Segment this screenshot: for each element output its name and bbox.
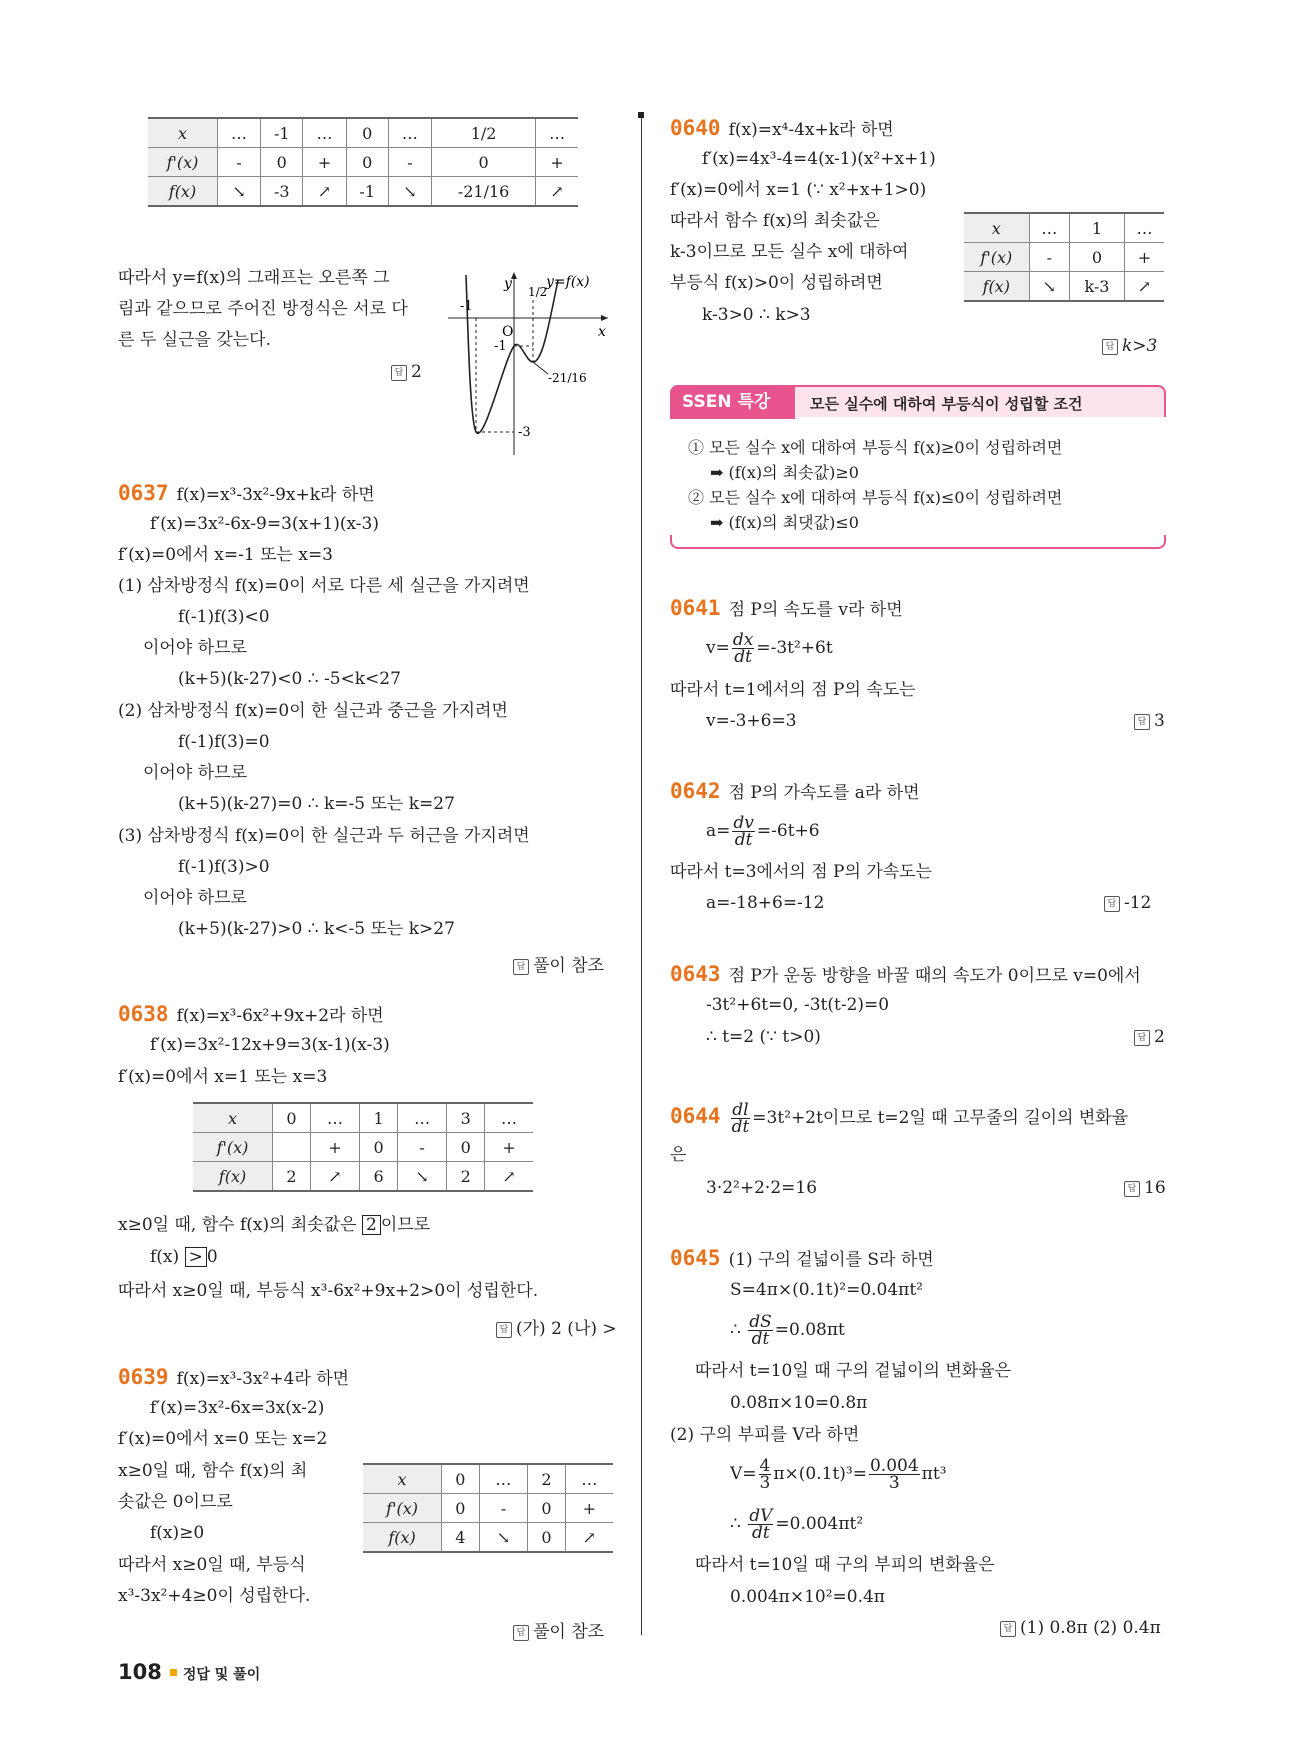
table-cell: 0 bbox=[442, 1494, 479, 1523]
p0643-line-2: -3t²+6t=0, -3t(t-2)=0 bbox=[706, 995, 890, 1015]
p0640-line-3: f′(x)=0에서 x=1 (∵ x²+x+1>0) bbox=[670, 180, 927, 200]
table-row bbox=[964, 243, 1164, 272]
p0637-line-7: (k+5)(k-27)<0 ∴ -5<k<27 bbox=[178, 669, 401, 689]
table-cell: ↘ bbox=[388, 177, 431, 207]
answer-0639 bbox=[513, 1617, 604, 1642]
answer-icon: 답 bbox=[496, 1322, 512, 1338]
p0644-line-2: 은 bbox=[670, 1145, 687, 1165]
table-cell: 0 bbox=[442, 1464, 479, 1494]
ssen-line-4: ➡ (f(x)의 최댓값)≤0 bbox=[710, 513, 859, 532]
p0637-line-9: f(-1)f(3)=0 bbox=[178, 732, 270, 752]
p0639-line-6: f(x)≥0 bbox=[150, 1523, 205, 1543]
fraction-dv-dt bbox=[732, 815, 755, 848]
p0639-line-1 bbox=[118, 1366, 349, 1390]
p0642-line-1 bbox=[670, 780, 920, 804]
frac-den: 3 bbox=[759, 1473, 771, 1493]
table-cell: … bbox=[565, 1464, 613, 1494]
frac-den: dt bbox=[731, 1117, 750, 1137]
p0638-after1b: 이므로 bbox=[380, 1215, 431, 1235]
footer-square-icon bbox=[170, 1669, 177, 1676]
blank-box-ga: 2 bbox=[362, 1215, 381, 1235]
p0639-line-5: 솟값은 0이므로 bbox=[118, 1492, 233, 1512]
p0645-l3b: =0.08πt bbox=[774, 1320, 845, 1340]
answer-icon: 답 bbox=[513, 959, 529, 975]
fraction-dx-dt bbox=[732, 632, 754, 665]
table-cell: -21/16 bbox=[431, 177, 535, 207]
table-cell: … bbox=[479, 1464, 528, 1494]
p0639-line-3: f′(x)=0에서 x=0 또는 x=2 bbox=[118, 1429, 328, 1449]
table-cell: -1 bbox=[261, 118, 303, 148]
ssen-line-1: ① 모든 실수 x에 대하여 부등식 f(x)≥0이 성립하려면 bbox=[688, 438, 1063, 457]
blank-box-na: > bbox=[185, 1247, 207, 1267]
table-row bbox=[964, 272, 1164, 302]
answer-0643-value: 2 bbox=[1154, 1027, 1165, 1047]
p0642-l2a: a= bbox=[706, 821, 731, 841]
answer-0636-value: 2 bbox=[411, 362, 422, 382]
answer-0643 bbox=[1134, 1027, 1165, 1047]
table-cell: ↗ bbox=[303, 177, 346, 207]
p0638-line-4 bbox=[118, 1214, 430, 1236]
p0640-line-2: f′(x)=4x³-4=4(x-1)(x²+x+1) bbox=[702, 149, 936, 169]
answer-0638 bbox=[496, 1314, 617, 1339]
p0639-line-7: 따라서 x≥0일 때, 부등식 bbox=[118, 1555, 306, 1575]
p0638-line-6: 따라서 x≥0일 때, 부등식 x³-6x²+9x+2>0이 성립한다. bbox=[118, 1281, 539, 1301]
graph-val-neg3: -3 bbox=[518, 425, 531, 440]
table-cell: … bbox=[217, 118, 260, 148]
p0637-line-11: (k+5)(k-27)=0 ∴ k=-5 또는 k=27 bbox=[178, 794, 455, 814]
graph-val-neg1: -1 bbox=[494, 339, 507, 354]
p0636-text1: 따라서 y=f(x)의 그래프는 오른쪽 그 bbox=[118, 268, 390, 288]
frac-num: dV bbox=[749, 1506, 773, 1526]
p0638-line-5 bbox=[150, 1246, 218, 1268]
p0640-line-5: k-3이므로 모든 실수 x에 대하여 bbox=[670, 242, 909, 262]
problem-number-0644: 0644 bbox=[670, 1104, 721, 1128]
answer-0645 bbox=[1000, 1618, 1161, 1638]
ssen-special-box bbox=[670, 385, 1164, 550]
table-cell: … bbox=[1124, 213, 1164, 243]
table-cell: - bbox=[1029, 243, 1069, 272]
p0638-line-3: f′(x)=0에서 x=1 또는 x=3 bbox=[118, 1067, 328, 1087]
p0637-line-10: 이어야 하므로 bbox=[143, 763, 247, 783]
problem-number-0645: 0645 bbox=[670, 1246, 721, 1270]
p0645-line-2: S=4π×(0.1t)²=0.04πt² bbox=[730, 1280, 923, 1300]
table-cell: 0 bbox=[447, 1133, 485, 1162]
table-cell: 0 bbox=[346, 148, 388, 177]
p0645-line-10: 0.004π×10²=0.4π bbox=[730, 1587, 885, 1607]
answer-icon: 답 bbox=[1134, 1030, 1150, 1046]
table-cell: - bbox=[397, 1133, 446, 1162]
fraction-dS-dt bbox=[748, 1314, 773, 1347]
p0642-line-4: a=-18+6=-12 bbox=[706, 893, 825, 913]
p0644-line-1 bbox=[670, 1098, 1128, 1136]
p0642-text-1: 점 P의 가속도를 a라 하면 bbox=[728, 783, 920, 803]
p0641-line-3: 따라서 t=1에서의 점 P의 속도는 bbox=[670, 680, 916, 700]
table-cell: ↗ bbox=[485, 1162, 533, 1192]
p0637-line-15: (k+5)(k-27)>0 ∴ k<-5 또는 k>27 bbox=[178, 919, 455, 939]
table-cell: ↘ bbox=[1029, 272, 1069, 302]
p0640-text-1: f(x)=x⁴-4x+k라 하면 bbox=[728, 120, 894, 140]
p0637-line-13: f(-1)f(3)>0 bbox=[178, 857, 270, 877]
sign-table-0636 bbox=[148, 117, 578, 207]
table-cell: ↗ bbox=[310, 1162, 359, 1192]
frac-den: dt bbox=[751, 1523, 770, 1543]
graph-val-2116: -21/16 bbox=[548, 371, 587, 385]
graph-tick-neg1: -1 bbox=[460, 299, 473, 314]
answer-0644 bbox=[1124, 1178, 1166, 1198]
p0640-line-6: 부등식 f(x)>0이 성립하려면 bbox=[670, 273, 883, 293]
table-cell: - bbox=[217, 148, 260, 177]
table-cell: ↗ bbox=[565, 1523, 613, 1553]
p0641-line-2 bbox=[706, 630, 833, 666]
p0642-l2b: =-6t+6 bbox=[756, 821, 820, 841]
p0644-l1b: =3t²+2t이므로 t=2일 때 고무줄의 길이의 변화율 bbox=[752, 1108, 1129, 1128]
p0641-l2b: =-3t²+6t bbox=[756, 638, 833, 658]
p0638-line-2: f′(x)=3x²-12x+9=3(x-1)(x-3) bbox=[150, 1035, 390, 1055]
table-cell: 2 bbox=[273, 1162, 311, 1192]
answer-0641-value: 3 bbox=[1154, 711, 1165, 731]
table-cell: + bbox=[310, 1133, 359, 1162]
fraction-0004-3 bbox=[869, 1458, 920, 1491]
p0637-line-3: f′(x)=0에서 x=-1 또는 x=3 bbox=[118, 545, 334, 565]
table-cell: + bbox=[303, 148, 346, 177]
table-row-header: f'(x) bbox=[964, 243, 1029, 272]
answer-0638-value: (가) 2 (나) > bbox=[516, 1319, 617, 1339]
answer-icon: 답 bbox=[513, 1625, 529, 1641]
table-cell: - bbox=[388, 148, 431, 177]
table-row-header: x bbox=[363, 1464, 442, 1494]
table-cell: ↘ bbox=[397, 1162, 446, 1192]
table-cell: -3 bbox=[261, 177, 303, 207]
p0640-line-7: k-3>0 ∴ k>3 bbox=[702, 305, 811, 325]
p0645-l8b: =0.004πt² bbox=[775, 1514, 864, 1534]
answer-0637-value: 풀이 참조 bbox=[533, 956, 605, 976]
p0645-line-7 bbox=[730, 1455, 946, 1493]
table-cell: ↘ bbox=[479, 1523, 528, 1553]
table-cell: 0 bbox=[346, 118, 388, 148]
graph-origin: O bbox=[502, 324, 514, 340]
table-row bbox=[193, 1133, 533, 1162]
ssen-line-2: ➡ (f(x)의 최솟값)≥0 bbox=[710, 463, 859, 482]
answer-0637 bbox=[513, 951, 604, 976]
fraction-4-3 bbox=[759, 1458, 772, 1491]
p0645-line-3 bbox=[730, 1312, 845, 1348]
p0645-l7a: V= bbox=[730, 1464, 757, 1484]
p0639-line-8: x³-3x²+4≥0이 성립한다. bbox=[118, 1586, 311, 1606]
p0643-line-3: ∴ t=2 (∵ t>0) bbox=[706, 1027, 821, 1047]
table-cell: ↗ bbox=[1124, 272, 1164, 302]
table-row bbox=[964, 213, 1164, 243]
answer-0642 bbox=[1104, 893, 1151, 913]
table-cell bbox=[273, 1133, 311, 1162]
table-cell: … bbox=[310, 1103, 359, 1133]
p0645-l8a: ∴ bbox=[730, 1514, 747, 1534]
p0640-line-1 bbox=[670, 117, 894, 141]
problem-number-0643: 0643 bbox=[670, 962, 721, 986]
table-row bbox=[193, 1103, 533, 1133]
p0637-line-2: f′(x)=3x²-6x-9=3(x+1)(x-3) bbox=[150, 514, 379, 534]
p0638-after1a: x≥0일 때, 함수 f(x)의 최솟값은 bbox=[118, 1215, 363, 1235]
p0637-line-1 bbox=[118, 482, 375, 506]
answer-icon: 답 bbox=[391, 365, 407, 381]
column-divider bbox=[641, 115, 642, 1635]
p0645-line-9: 따라서 t=10일 때 구의 부피의 변화율은 bbox=[695, 1555, 995, 1575]
sign-table-0638 bbox=[193, 1102, 533, 1192]
frac-num: dl bbox=[732, 1100, 749, 1120]
p0638-after2b: 0 bbox=[206, 1247, 218, 1267]
table-row-header: f(x) bbox=[964, 272, 1029, 302]
table-cell: … bbox=[397, 1103, 446, 1133]
table-cell: 0 bbox=[528, 1494, 565, 1523]
table-cell: 0 bbox=[1070, 243, 1125, 272]
frac-den: dt bbox=[734, 647, 752, 667]
table-cell: 0 bbox=[261, 148, 303, 177]
answer-0640 bbox=[1102, 336, 1157, 356]
graph-x-label: x bbox=[598, 324, 606, 340]
p0645-l7c: πt³ bbox=[921, 1464, 947, 1484]
frac-num: 0.004 bbox=[869, 1456, 919, 1476]
sign-table-0639 bbox=[363, 1463, 613, 1553]
table-cell: 2 bbox=[447, 1162, 485, 1192]
frac-den: dt bbox=[751, 1329, 770, 1349]
problem-number-0637: 0637 bbox=[118, 481, 169, 505]
table-row bbox=[363, 1464, 613, 1494]
frac-num: dx bbox=[732, 630, 754, 650]
answer-icon: 답 bbox=[1134, 714, 1150, 730]
p0638-line-1 bbox=[118, 1003, 384, 1027]
table-row-header: f(x) bbox=[148, 177, 217, 207]
p0639-text-1: f(x)=x³-3x²+4라 하면 bbox=[176, 1369, 350, 1389]
p0639-line-2: f′(x)=3x²-6x=3x(x-2) bbox=[150, 1398, 325, 1418]
graph-curve-label: y=f(x) bbox=[546, 274, 590, 290]
table-cell: ↗ bbox=[536, 177, 578, 207]
table-cell: + bbox=[536, 148, 578, 177]
table-row bbox=[363, 1494, 613, 1523]
table-cell: 0 bbox=[528, 1523, 565, 1553]
fraction-dl-dt bbox=[731, 1102, 751, 1135]
answer-0639-value: 풀이 참조 bbox=[533, 1622, 605, 1642]
p0641-text-1: 점 P의 속도를 v라 하면 bbox=[728, 600, 903, 620]
p0644-line-3: 3·2²+2·2=16 bbox=[706, 1178, 818, 1198]
table-cell: 3 bbox=[447, 1103, 485, 1133]
table-cell: -1 bbox=[346, 177, 388, 207]
graph-tick-half: 1/2 bbox=[528, 285, 548, 299]
table-cell: 1 bbox=[360, 1103, 398, 1133]
page-number: 108 bbox=[118, 1660, 162, 1684]
table-cell: … bbox=[303, 118, 346, 148]
ssen-tag: SSEN 특강 bbox=[670, 385, 795, 419]
problem-number-0638: 0638 bbox=[118, 1002, 169, 1026]
p0645-line-8 bbox=[730, 1506, 863, 1542]
table-cell: 0 bbox=[273, 1103, 311, 1133]
table-row-header: x bbox=[148, 118, 217, 148]
p0637-line-12: (3) 삼차방정식 f(x)=0이 한 실근과 두 허근을 가지려면 bbox=[118, 826, 530, 846]
table-row-header: x bbox=[193, 1103, 273, 1133]
table-row-header: f'(x) bbox=[193, 1133, 273, 1162]
p0637-line-4: (1) 삼차방정식 f(x)=0이 서로 다른 세 실근을 가지려면 bbox=[118, 576, 530, 596]
table-cell: ↘ bbox=[217, 177, 260, 207]
table-cell: 0 bbox=[431, 148, 535, 177]
footer-label: 정답 및 풀이 bbox=[182, 1667, 261, 1683]
p0637-line-5: f(-1)f(3)<0 bbox=[178, 607, 270, 627]
p0645-text-1: (1) 구의 겉넓이를 S라 하면 bbox=[728, 1250, 934, 1270]
table-cell: … bbox=[536, 118, 578, 148]
p0636-text2: 림과 같으므로 주어진 방정식은 서로 다 bbox=[118, 299, 408, 319]
p0637-line-6: 이어야 하므로 bbox=[143, 638, 247, 658]
p0645-l3a: ∴ bbox=[730, 1320, 747, 1340]
p0641-l2a: v= bbox=[706, 638, 730, 658]
table-row-header: f'(x) bbox=[363, 1494, 442, 1523]
p0645-line-1 bbox=[670, 1247, 934, 1271]
table-cell: k-3 bbox=[1070, 272, 1125, 302]
p0638-text-1: f(x)=x³-6x²+9x+2라 하면 bbox=[176, 1006, 384, 1026]
frac-num: dv bbox=[733, 813, 754, 833]
table-row-header: f'(x) bbox=[148, 148, 217, 177]
table-cell: 0 bbox=[360, 1133, 398, 1162]
answer-icon: 답 bbox=[1104, 896, 1120, 912]
p0645-l7b: π×(0.1t)³= bbox=[773, 1464, 867, 1484]
p0645-line-4: 따라서 t=10일 때 구의 겉넓이의 변화율은 bbox=[695, 1361, 1012, 1381]
answer-icon: 답 bbox=[1102, 339, 1118, 355]
problem-number-0641: 0641 bbox=[670, 596, 721, 620]
p0642-line-2 bbox=[706, 813, 820, 849]
table-cell: + bbox=[485, 1133, 533, 1162]
table-row bbox=[148, 148, 578, 177]
p0642-line-3: 따라서 t=3에서의 점 P의 가속도는 bbox=[670, 862, 933, 882]
table-row-header: f(x) bbox=[193, 1162, 273, 1192]
table-cell: … bbox=[388, 118, 431, 148]
table-cell: 2 bbox=[528, 1464, 565, 1494]
table-cell: 6 bbox=[360, 1162, 398, 1192]
table-row bbox=[193, 1162, 533, 1192]
p0643-line-1 bbox=[670, 963, 1141, 987]
frac-num: 4 bbox=[759, 1456, 771, 1476]
p0637-text-1: f(x)=x³-3x²-9x+k라 하면 bbox=[176, 485, 375, 505]
fraction-dV-dt bbox=[748, 1508, 773, 1541]
table-cell: + bbox=[1124, 243, 1164, 272]
table-cell: 4 bbox=[442, 1523, 479, 1553]
p0643-text-1: 점 P가 운동 방향을 바꿀 때의 속도가 0이므로 v=0에서 bbox=[728, 966, 1141, 986]
table-row bbox=[363, 1523, 613, 1553]
ssen-title: 모든 실수에 대하여 부등식이 성립할 조건 bbox=[810, 395, 1083, 413]
problem-number-0639: 0639 bbox=[118, 1365, 169, 1389]
frac-den: dt bbox=[734, 830, 753, 850]
p0640-line-4: 따라서 함수 f(x)의 최솟값은 bbox=[670, 211, 880, 231]
table-row-header: x bbox=[964, 213, 1029, 243]
p0639-line-4: x≥0일 때, 함수 f(x)의 최 bbox=[118, 1461, 308, 1481]
table-cell: 1/2 bbox=[431, 118, 535, 148]
table-row bbox=[148, 118, 578, 148]
table-cell: 1 bbox=[1070, 213, 1125, 243]
p0641-line-1 bbox=[670, 597, 903, 621]
answer-0640-value: k>3 bbox=[1122, 336, 1158, 356]
column-divider-dot bbox=[638, 112, 644, 118]
page-footer bbox=[118, 1660, 260, 1684]
answer-icon: 답 bbox=[1000, 1621, 1016, 1637]
answer-0642-value: -12 bbox=[1124, 893, 1152, 913]
graph-y-label: y bbox=[504, 276, 512, 292]
p0645-line-6: (2) 구의 부피를 V라 하면 bbox=[670, 1425, 860, 1445]
p0637-line-14: 이어야 하므로 bbox=[143, 888, 247, 908]
ssen-line-3: ② 모든 실수 x에 대하여 부등식 f(x)≤0이 성립하려면 bbox=[688, 488, 1063, 507]
answer-0644-value: 16 bbox=[1144, 1178, 1166, 1198]
table-row bbox=[148, 177, 578, 207]
table-cell: + bbox=[565, 1494, 613, 1523]
sign-table-0640 bbox=[964, 212, 1164, 302]
frac-den: 3 bbox=[888, 1473, 900, 1493]
ssen-footer-border bbox=[670, 535, 1166, 549]
problem-number-0642: 0642 bbox=[670, 779, 721, 803]
answer-0645-value: (1) 0.8π (2) 0.4π bbox=[1020, 1618, 1161, 1638]
p0637-line-8: (2) 삼차방정식 f(x)=0이 한 실근과 중근을 가지려면 bbox=[118, 701, 508, 721]
answer-icon: 답 bbox=[1124, 1181, 1140, 1197]
answer-0641 bbox=[1134, 711, 1165, 731]
p0638-after2a: f(x) bbox=[150, 1247, 185, 1267]
p0636-text3: 른 두 실근을 갖는다. bbox=[118, 330, 271, 350]
answer-0636 bbox=[391, 362, 422, 382]
table-row-header: f(x) bbox=[363, 1523, 442, 1553]
p0641-line-4: v=-3+6=3 bbox=[706, 711, 797, 731]
table-cell: … bbox=[1029, 213, 1069, 243]
p0645-line-5: 0.08π×10=0.8π bbox=[730, 1393, 868, 1413]
table-cell: … bbox=[485, 1103, 533, 1133]
graph-0636 bbox=[448, 270, 613, 460]
frac-num: dS bbox=[749, 1312, 772, 1332]
table-cell: - bbox=[479, 1494, 528, 1523]
ssen-header bbox=[670, 385, 1166, 417]
problem-number-0640: 0640 bbox=[670, 116, 721, 140]
